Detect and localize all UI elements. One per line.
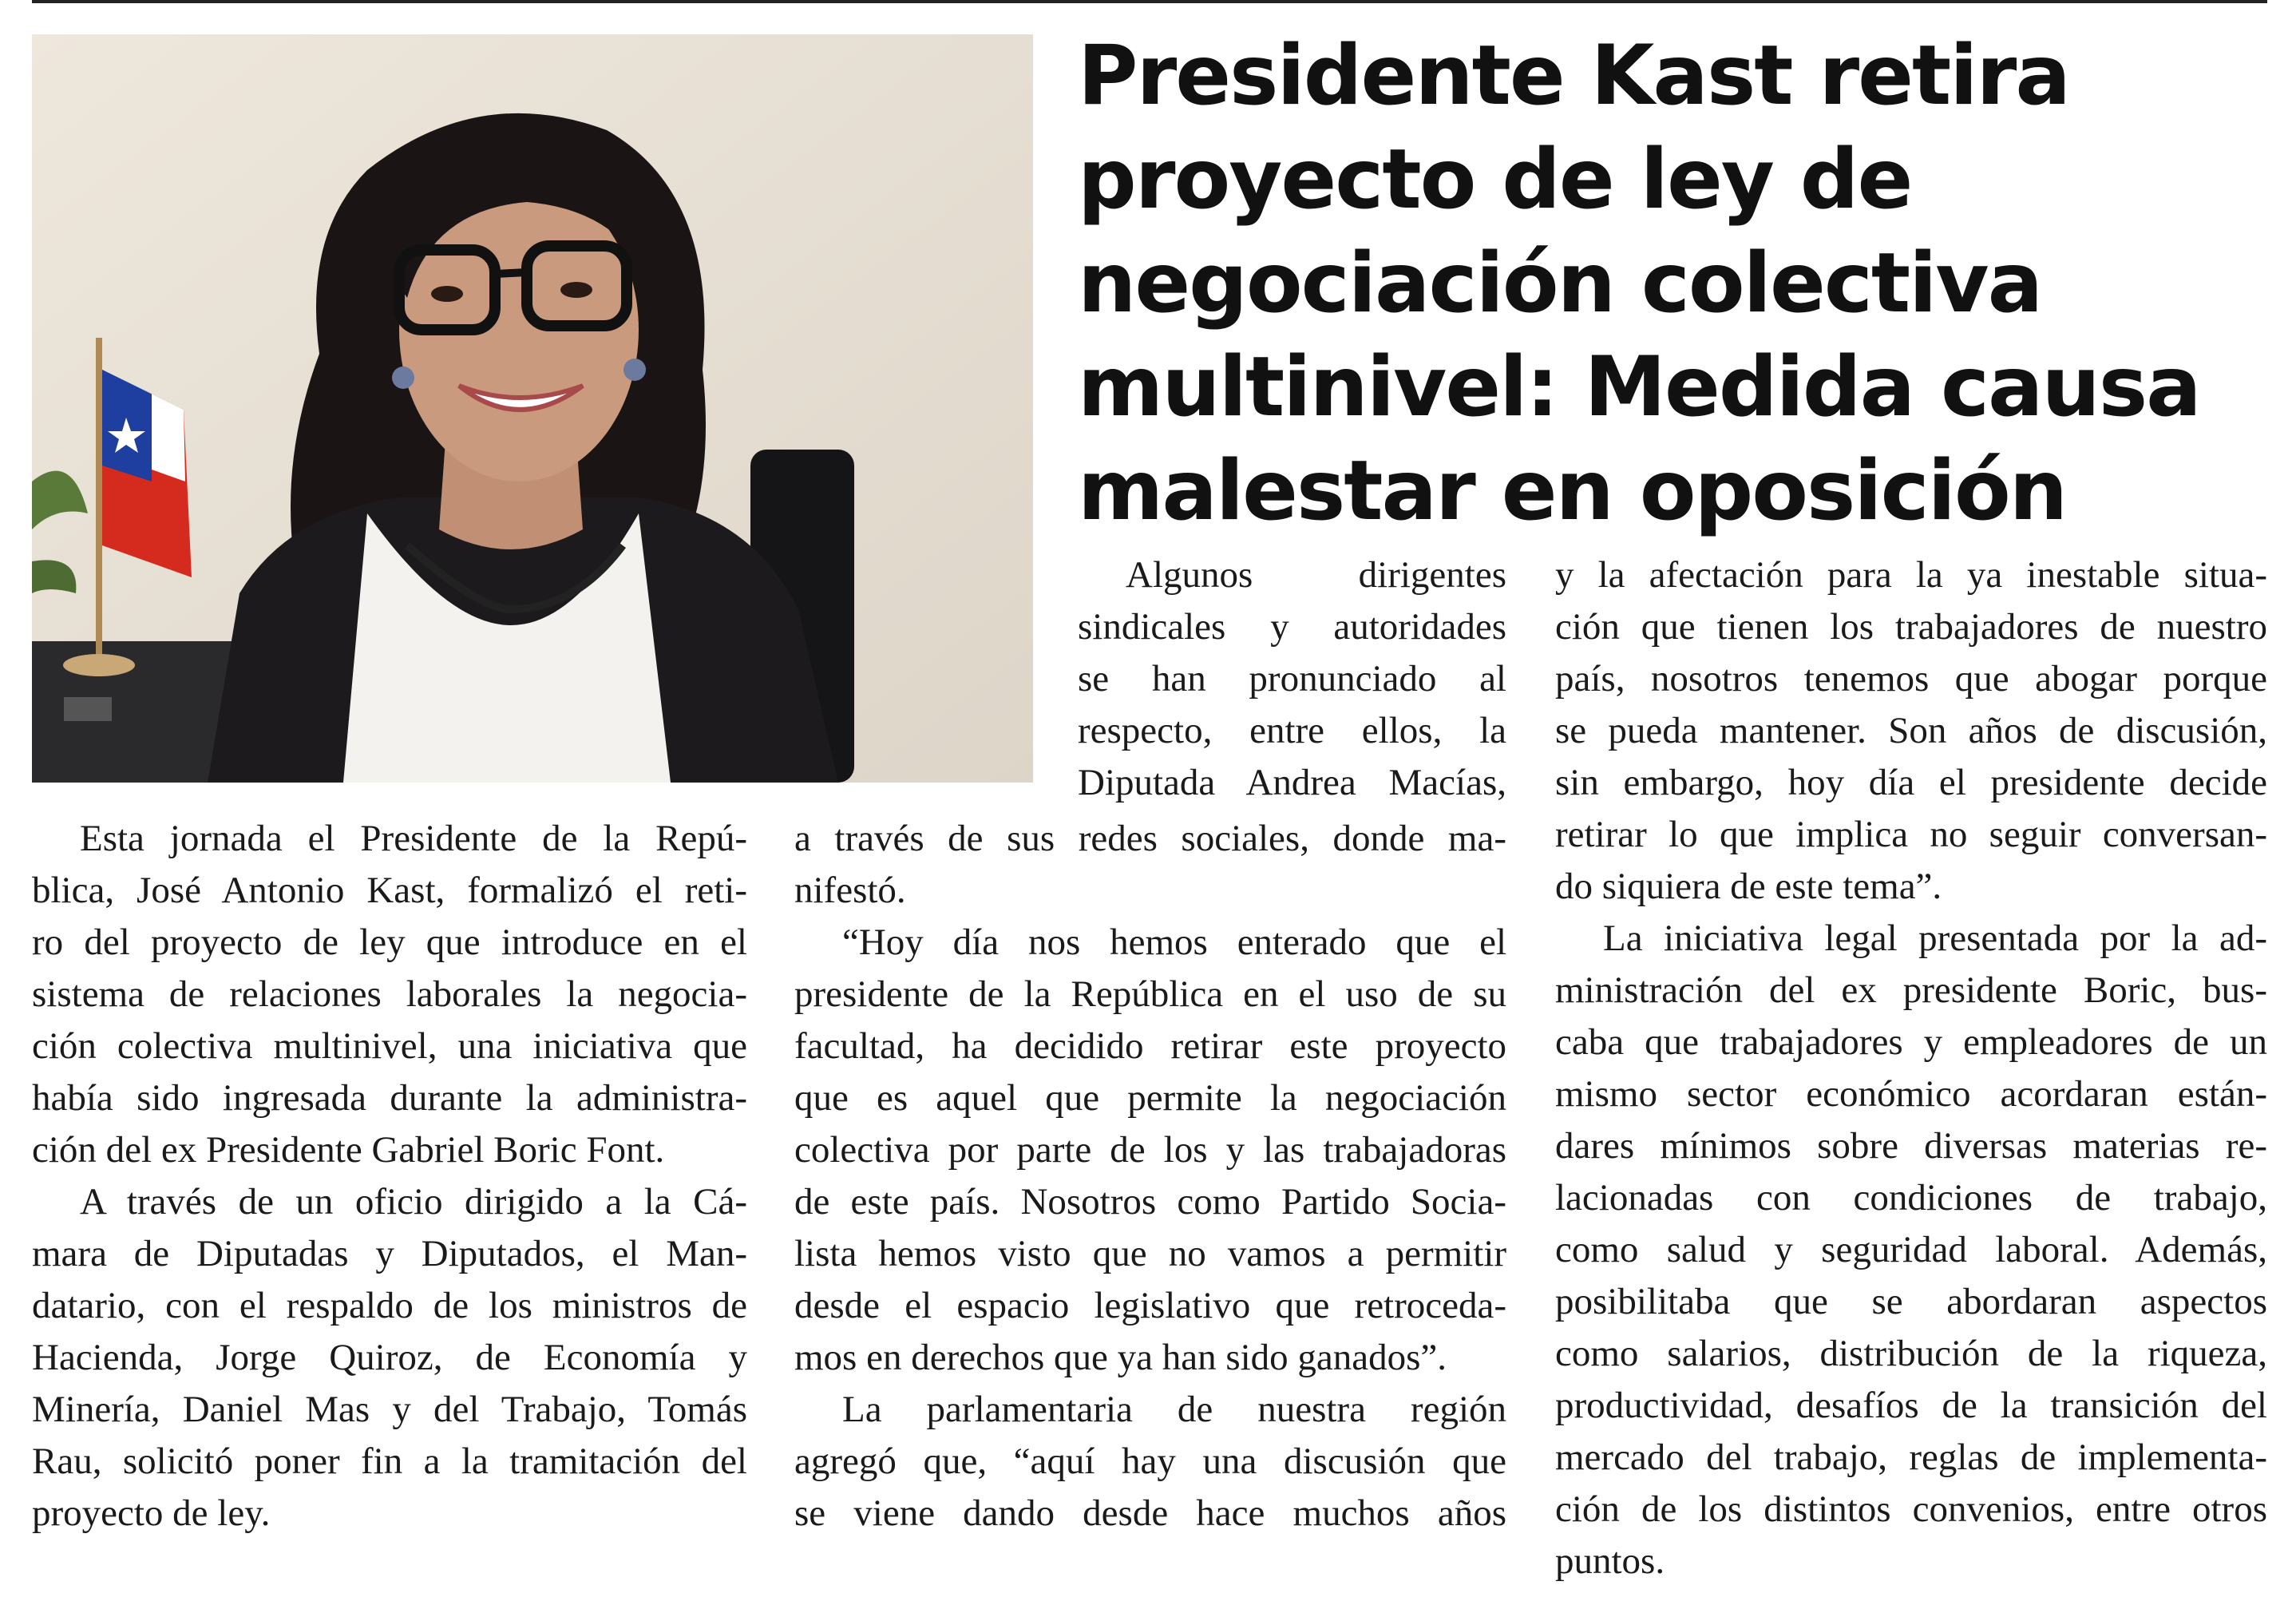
article-column-3	[1555, 549, 2267, 1587]
text-line: lacionadas con condiciones de trabajo,	[1555, 1177, 2267, 1219]
text-line: presidente de la República en el uso de su	[794, 973, 1506, 1015]
headline-line-1: Presidente Kast retira	[1078, 28, 2069, 124]
article-column-2	[794, 813, 1506, 1540]
paragraph	[794, 917, 1506, 1384]
text-line: Diputada Andrea Macías,	[1078, 762, 1506, 803]
text-line: mos en derechos que ya han sido ganados”.	[794, 1337, 1447, 1378]
paragraph	[32, 813, 747, 1176]
text-line: blica, José Antonio Kast, formalizó el reti-	[32, 870, 747, 911]
text-line: sin embargo, hoy día el presidente decide	[1555, 762, 2267, 803]
text-line: caba que trabajadores y empleadores de un	[1555, 1021, 2267, 1063]
headline-line-5: malestar en oposición	[1078, 443, 2067, 539]
text-line: Hacienda, Jorge Quiroz, de Economía y	[32, 1337, 747, 1378]
portrait-photo	[32, 34, 1033, 783]
headline-line-3: negociación colectiva	[1078, 236, 2042, 331]
text-line: se viene dando desde hace muchos años	[794, 1492, 1506, 1534]
text-line: Algunos dirigentes	[1126, 554, 1506, 596]
top-rule	[32, 0, 2267, 3]
text-line: mara de Diputadas y Diputados, el Man-	[32, 1233, 747, 1274]
paragraph	[794, 813, 1506, 917]
text-line: a través de sus redes sociales, donde ma-	[794, 818, 1506, 859]
text-line: La iniciativa legal presentada por la ad-	[1603, 917, 2267, 959]
text-line: respecto, entre ellos, la	[1078, 710, 1506, 751]
text-line: que es aquel que permite la negociación	[794, 1077, 1506, 1119]
paragraph	[794, 1384, 1506, 1540]
article-column-1	[32, 813, 747, 1540]
text-line: ción colectiva multinivel, una iniciativa que	[32, 1025, 747, 1067]
text-line: puntos.	[1555, 1540, 1665, 1582]
text-line: proyecto de ley.	[32, 1492, 271, 1534]
text-line: como salud y seguridad laboral. Además,	[1555, 1229, 2267, 1270]
text-line: y la afectación para la ya inestable situa-	[1555, 554, 2267, 596]
text-line: nifestó.	[794, 870, 906, 911]
text-line: ción del ex Presidente Gabriel Boric Font.	[32, 1129, 665, 1171]
text-line: datario, con el respaldo de los ministros de	[32, 1285, 747, 1326]
text-line: Rau, solicitó poner fin a la tramitación del	[32, 1441, 747, 1482]
text-line: lista hemos visto que no vamos a permitir	[794, 1233, 1506, 1274]
text-line: La parlamentaria de nuestra región	[842, 1389, 1506, 1430]
text-line: retirar lo que implica no seguir conversan-	[1555, 814, 2267, 855]
text-line: país, nosotros tenemos que abogar porque	[1555, 658, 2267, 699]
text-line: se han pronunciado al	[1078, 658, 1506, 699]
text-line: mismo sector económico acordaran están-	[1555, 1073, 2267, 1115]
text-line: sistema de relaciones laborales la negocia-	[32, 973, 747, 1015]
text-line: había sido ingresada durante la administra-	[32, 1077, 747, 1119]
text-line: desde el espacio legislativo que retroceda-	[794, 1285, 1506, 1326]
text-line: “Hoy día nos hemos enterado que el	[842, 921, 1506, 963]
text-line: agregó que, “aquí hay una discusión que	[794, 1441, 1506, 1482]
headline-line-2: proyecto de ley de	[1078, 132, 1912, 228]
text-line: productividad, desafíos de la transición del	[1555, 1385, 2267, 1426]
text-line: A través de un oficio dirigido a la Cá-	[80, 1181, 747, 1223]
headline-line-4: multinivel: Medida causa	[1078, 339, 2200, 435]
text-line: dares mínimos sobre diversas materias re-	[1555, 1125, 2267, 1167]
text-line: ro del proyecto de ley que introduce en el	[32, 921, 747, 963]
text-line: Esta jornada el Presidente de la Repú-	[80, 818, 747, 859]
text-line: de este país. Nosotros como Partido Socia-	[794, 1181, 1506, 1223]
text-line: ministración del ex presidente Boric, bus-	[1555, 969, 2267, 1011]
paragraph	[1555, 913, 2267, 1587]
text-line: sindicales y autoridades	[1078, 606, 1506, 648]
text-line: do siquiera de este tema”.	[1555, 866, 1942, 907]
text-line: como salarios, distribución de la riqueza,	[1555, 1333, 2267, 1374]
text-line: facultad, ha decidido retirar este proyecto	[794, 1025, 1506, 1067]
text-line: se pueda mantener. Son años de discusión,	[1555, 710, 2267, 751]
text-line: ción de los distintos convenios, entre otros	[1555, 1488, 2267, 1530]
paragraph	[32, 1176, 747, 1540]
paragraph	[1555, 549, 2267, 913]
text-line: colectiva por parte de los y las trabajadoras	[794, 1129, 1506, 1171]
text-line: mercado del trabajo, reglas de implementa-	[1555, 1437, 2267, 1478]
text-line: ción que tienen los trabajadores de nuestro	[1555, 606, 2267, 648]
text-line: posibilitaba que se abordaran aspectos	[1555, 1281, 2267, 1322]
text-line: Minería, Daniel Mas y del Trabajo, Tomás	[32, 1389, 747, 1430]
paragraph	[1078, 549, 1506, 809]
headline	[1078, 24, 2259, 543]
article-column-2-top	[1078, 549, 1506, 809]
